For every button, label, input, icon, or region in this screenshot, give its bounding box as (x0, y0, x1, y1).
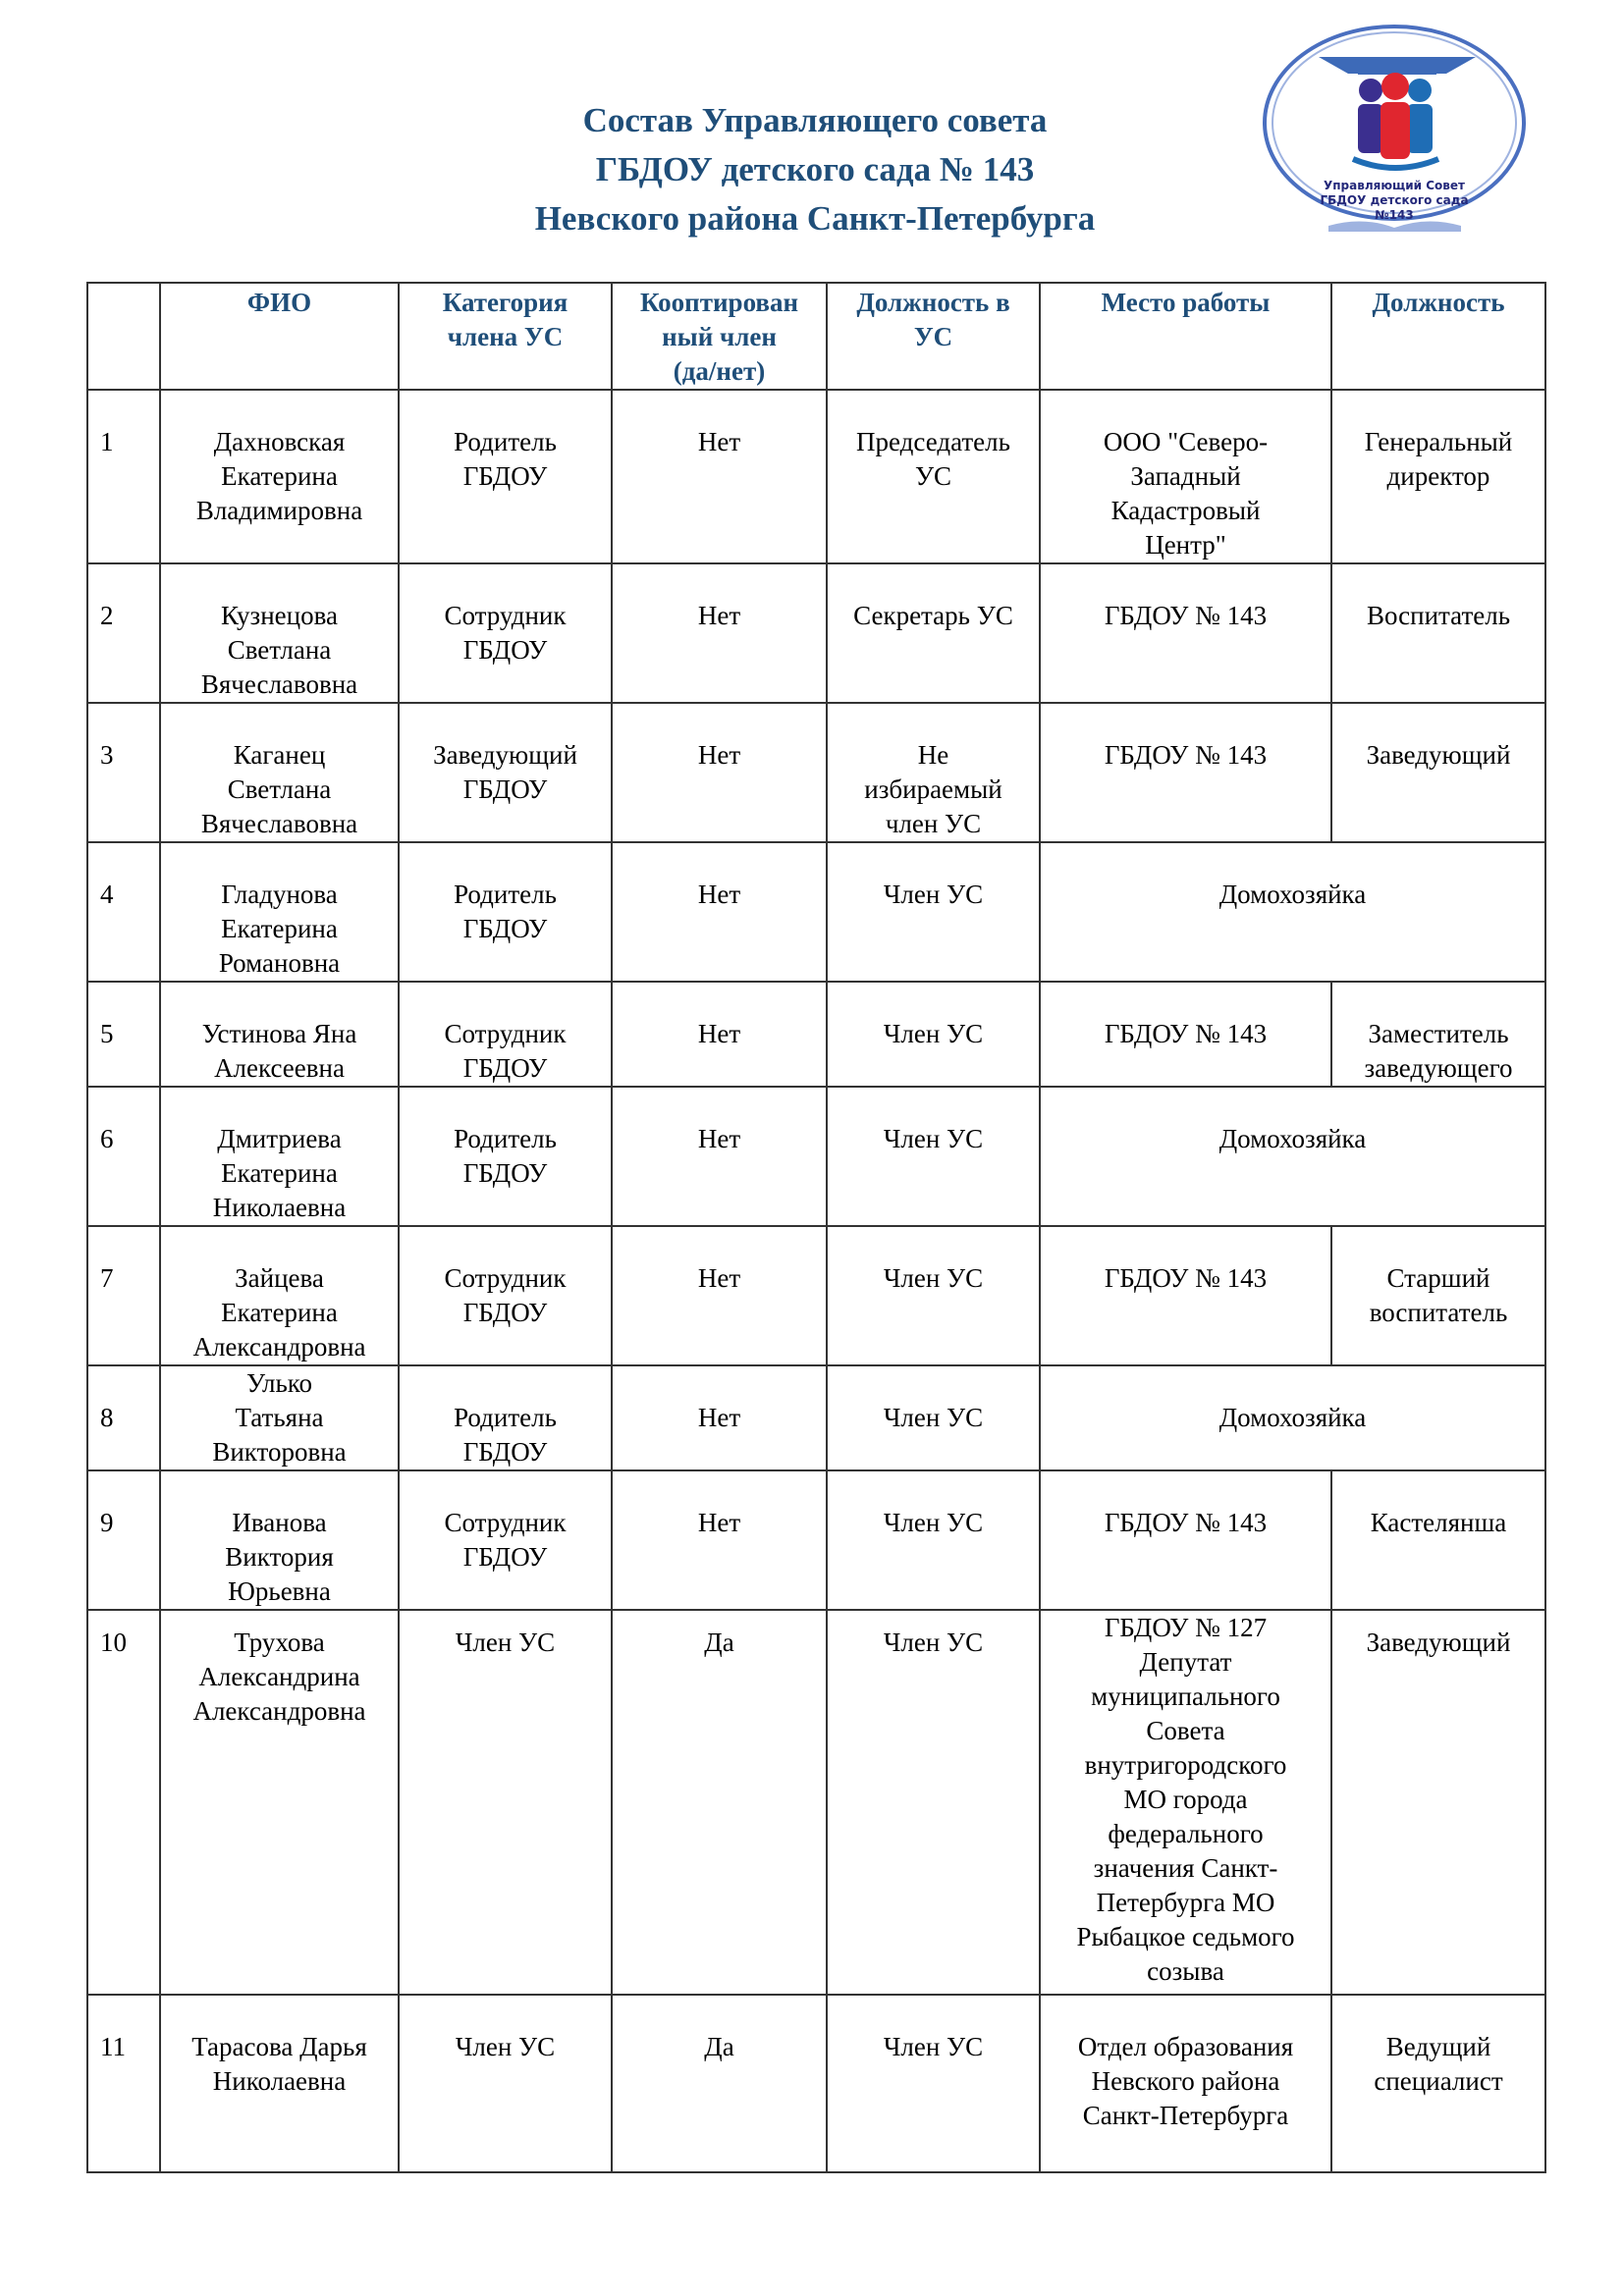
cell-number (87, 842, 160, 982)
cell-category (399, 703, 612, 842)
cell-text: Заведующий (433, 740, 577, 770)
person-center-body (1380, 102, 1410, 159)
cell-text: Иванова (232, 1508, 327, 1537)
cell-text: Светлана (227, 635, 332, 665)
cell-text: Член УС (883, 2032, 984, 2061)
cell-council-role (827, 1087, 1040, 1226)
cell-text: Член УС (883, 880, 984, 909)
header-text: ный член (662, 322, 777, 351)
cell-category (399, 982, 612, 1087)
cell-council-role (827, 1365, 1040, 1470)
cell-text: Ведущий (1385, 2032, 1491, 2061)
cell-text: ГБДОУ (462, 774, 548, 804)
header-workplace (1040, 283, 1331, 390)
cell-text: 11 (100, 2032, 126, 2061)
cell-text: член УС (885, 809, 982, 838)
header-text: члена УС (447, 322, 564, 351)
cell-text: Отдел образования (1077, 2032, 1294, 2061)
header-text: УС (913, 322, 953, 351)
cell-fio (160, 390, 399, 563)
cell-text: Центр" (1145, 530, 1226, 560)
cell-text: Домохозяйка (1218, 1124, 1367, 1153)
cell-coopted (612, 563, 827, 703)
cell-text: ГБДОУ № 127 (1104, 1613, 1268, 1642)
header-text: Категория (442, 288, 568, 317)
header-position (1331, 283, 1545, 390)
graduation-cap-base (1358, 57, 1436, 75)
cell-position (1331, 1610, 1545, 1995)
cell-text: Романовна (218, 948, 341, 978)
cell-category (399, 1365, 612, 1470)
cell-text: Устинова Яна (201, 1019, 357, 1048)
cell-text: Владимировна (195, 496, 363, 525)
cell-number (87, 982, 160, 1087)
cell-text: УС (914, 461, 952, 491)
person-center-icon (1381, 73, 1409, 100)
header-coopted (612, 283, 827, 390)
cell-text: Петербурга МО (1096, 1888, 1275, 1917)
cell-text: 6 (100, 1124, 114, 1153)
cell-text: Член УС (883, 1124, 984, 1153)
cell-text: Гладунова (221, 880, 338, 909)
cell-council-role (827, 703, 1040, 842)
table-row (87, 1365, 1545, 1470)
cell-text: Генеральный (1364, 427, 1513, 456)
cell-text: Вячеславовна (200, 809, 358, 838)
cell-text: Воспитатель (1366, 601, 1511, 630)
cell-category (399, 1226, 612, 1365)
cell-text: ГБДОУ (462, 1053, 548, 1083)
cell-text: ГБДОУ (462, 1298, 548, 1327)
cell-text: Нет (697, 1019, 741, 1048)
cell-text: ООО "Северо- (1103, 427, 1269, 456)
header-text: ФИО (246, 288, 312, 317)
cell-fio (160, 703, 399, 842)
cell-text: директор (1386, 461, 1490, 491)
cell-text: ГБДОУ № 143 (1104, 740, 1268, 770)
cell-workplace (1040, 1995, 1331, 2172)
cell-position (1331, 1226, 1545, 1365)
cell-text: Юрьевна (228, 1576, 331, 1606)
cell-category (399, 1610, 612, 1995)
cell-text: Заведующий (1366, 740, 1511, 770)
cell-text: муниципального (1091, 1682, 1280, 1711)
cell-fio (160, 1087, 399, 1226)
cell-text: Николаевна (212, 2066, 347, 2096)
title-line: Состав Управляющего совета (582, 101, 1048, 139)
cell-text: Кастелянша (1370, 1508, 1507, 1537)
cell-text: 10 (100, 1628, 127, 1657)
cell-text: ГБДОУ (462, 1158, 548, 1188)
person-right-body (1407, 104, 1433, 153)
cell-text: Член УС (883, 1403, 984, 1432)
cell-text: 4 (100, 880, 114, 909)
cell-text: избираемый (864, 774, 1002, 804)
logo-text: №143 (1375, 208, 1414, 222)
cell-coopted (612, 982, 827, 1087)
cell-text: Сотрудник (444, 1508, 567, 1537)
cell-text: Санкт-Петербурга (1082, 2101, 1289, 2130)
cell-text: ГБДОУ (462, 1542, 548, 1572)
cell-fio (160, 842, 399, 982)
cell-council-role (827, 1995, 1040, 2172)
header-category (399, 283, 612, 390)
cell-text: ГБДОУ (462, 1437, 548, 1467)
cell-category (399, 390, 612, 563)
cell-text: специалист (1374, 2066, 1503, 2096)
cell-text: Западный (1130, 461, 1241, 491)
cell-council-role (827, 1610, 1040, 1995)
cell-text: Нет (697, 1403, 741, 1432)
cell-text: внутригородского (1084, 1750, 1287, 1780)
cell-text: Депутат (1139, 1647, 1232, 1677)
cell-workplace (1040, 982, 1331, 1087)
header-number (87, 283, 160, 390)
cell-text: созыва (1147, 1956, 1224, 1986)
cell-text: Виктория (225, 1542, 334, 1572)
cell-text: Зайцева (235, 1263, 324, 1293)
cell-category (399, 563, 612, 703)
cell-text: Кадастровый (1110, 496, 1261, 525)
cell-text: ГБДОУ (462, 461, 548, 491)
cell-council-role (827, 390, 1040, 563)
cell-number (87, 1610, 160, 1995)
cell-category (399, 1087, 612, 1226)
cell-text: Секретарь УС (853, 601, 1013, 630)
cell-text: Домохозяйка (1218, 1403, 1367, 1432)
title-line: ГБДОУ детского сада № 143 (595, 150, 1035, 188)
cell-text: Дмитриева (217, 1124, 342, 1153)
cell-text: Екатерина (221, 914, 338, 943)
cell-number (87, 1226, 160, 1365)
cell-coopted (612, 1365, 827, 1470)
cell-text: 7 (100, 1263, 114, 1293)
cell-workplace (1040, 390, 1331, 563)
cell-text: Татьяна (235, 1403, 324, 1432)
header-text: Место работы (1101, 288, 1271, 317)
cell-coopted (612, 1087, 827, 1226)
cell-number (87, 1087, 160, 1226)
cell-number (87, 1365, 160, 1470)
cell-text: Александровна (192, 1696, 366, 1726)
logo-swoosh (1353, 159, 1438, 168)
cell-text: ГБДОУ (462, 635, 548, 665)
cell-text: 3 (100, 740, 114, 770)
cell-text: заведующего (1364, 1053, 1513, 1083)
header-council-role (827, 283, 1040, 390)
table-row (87, 1610, 1545, 1995)
cell-text: Член УС (455, 2032, 556, 2061)
table-row (87, 1995, 1545, 2172)
cell-fio (160, 1610, 399, 1995)
table-header-row (87, 283, 1545, 390)
cell-text: Нет (697, 1263, 741, 1293)
cell-text: Совета (1146, 1716, 1225, 1745)
cell-position (1331, 703, 1545, 842)
cell-text: Тарасова Дарья (191, 2032, 367, 2061)
cell-text: Да (704, 2032, 734, 2061)
cell-text: Член УС (883, 1019, 984, 1048)
table-row (87, 1087, 1545, 1226)
cell-text: Член УС (455, 1628, 556, 1657)
cell-fio (160, 982, 399, 1087)
cell-coopted (612, 390, 827, 563)
cell-text: 8 (100, 1403, 114, 1432)
cell-coopted (612, 842, 827, 982)
cell-position (1331, 1470, 1545, 1610)
cell-coopted (612, 703, 827, 842)
header-text: Должность (1372, 288, 1505, 317)
header-text: Кооптирован (639, 288, 799, 317)
cell-fio (160, 563, 399, 703)
cell-text: Дахновская (213, 427, 346, 456)
cell-text: Родитель (454, 427, 557, 456)
cell-text: Рыбацкое седьмого (1076, 1922, 1295, 1951)
page-title (422, 96, 1208, 243)
table-row (87, 563, 1545, 703)
cell-number (87, 703, 160, 842)
table-row (87, 1470, 1545, 1610)
cell-text: Да (704, 1628, 734, 1657)
cell-text: Нет (697, 601, 741, 630)
cell-workplace (1040, 703, 1331, 842)
cell-text: Викторовна (212, 1437, 347, 1467)
cell-text: ГБДОУ № 143 (1104, 1019, 1268, 1048)
cell-text: значения Санкт- (1093, 1853, 1278, 1883)
table-row (87, 982, 1545, 1087)
cell-text: Нет (697, 427, 741, 456)
cell-workplace-merged (1040, 1087, 1545, 1226)
book-icon (1328, 221, 1461, 232)
title-line: Невского района Санкт-Петербурга (534, 199, 1096, 238)
cell-text: Светлана (227, 774, 332, 804)
cell-fio (160, 1995, 399, 2172)
cell-text: 9 (100, 1508, 114, 1537)
cell-text: Каганец (233, 740, 326, 770)
cell-text: Сотрудник (444, 1019, 567, 1048)
cell-text: Нет (697, 1124, 741, 1153)
cell-text: Нет (697, 880, 741, 909)
cell-text: Трухова (234, 1628, 325, 1657)
cell-text: Екатерина (221, 1298, 338, 1327)
cell-fio (160, 1470, 399, 1610)
person-left-icon (1359, 79, 1382, 102)
cell-text: 2 (100, 601, 114, 630)
cell-text: Екатерина (221, 461, 338, 491)
cell-text: Нет (697, 1508, 741, 1537)
cell-text: Александрина (198, 1662, 360, 1691)
cell-number (87, 1470, 160, 1610)
cell-text: Улько (245, 1368, 313, 1398)
cell-category (399, 842, 612, 982)
cell-fio (160, 1365, 399, 1470)
cell-category (399, 1470, 612, 1610)
cell-text: Сотрудник (444, 1263, 567, 1293)
cell-number (87, 563, 160, 703)
cell-workplace (1040, 1470, 1331, 1610)
table-row (87, 703, 1545, 842)
cell-workplace-merged (1040, 842, 1545, 982)
header-fio (160, 283, 399, 390)
cell-text: Кузнецова (221, 601, 338, 630)
header-text: (да/нет) (673, 356, 766, 386)
cell-text: федерального (1108, 1819, 1264, 1848)
cell-text: Заместитель (1368, 1019, 1509, 1048)
cell-council-role (827, 982, 1040, 1087)
cell-position (1331, 390, 1545, 563)
cell-text: ГБДОУ № 143 (1104, 1508, 1268, 1537)
cell-text: воспитатель (1369, 1298, 1508, 1327)
cell-text: Член УС (883, 1263, 984, 1293)
cell-text: ГБДОУ (462, 914, 548, 943)
cell-text: Нет (697, 740, 741, 770)
cell-text: ГБДОУ № 143 (1104, 601, 1268, 630)
logo-text: ГБДОУ детского сада (1320, 193, 1469, 207)
cell-text: Член УС (883, 1628, 984, 1657)
table-row (87, 842, 1545, 982)
cell-text: Родитель (454, 880, 557, 909)
cell-text: Екатерина (221, 1158, 338, 1188)
cell-workplace-merged (1040, 1365, 1545, 1470)
cell-fio (160, 1226, 399, 1365)
cell-text: Домохозяйка (1218, 880, 1367, 909)
cell-council-role (827, 1226, 1040, 1365)
header-text: Должность в (856, 288, 1010, 317)
cell-number (87, 390, 160, 563)
cell-text: Родитель (454, 1124, 557, 1153)
cell-text: Невского района (1091, 2066, 1280, 2096)
cell-coopted (612, 1226, 827, 1365)
cell-position (1331, 1995, 1545, 2172)
council-logo (1260, 20, 1530, 240)
cell-coopted (612, 1610, 827, 1995)
members-table (86, 282, 1546, 2173)
cell-text: МО города (1123, 1785, 1248, 1814)
cell-coopted (612, 1470, 827, 1610)
cell-position (1331, 982, 1545, 1087)
person-right-icon (1408, 79, 1432, 102)
cell-number (87, 1995, 160, 2172)
table-row (87, 390, 1545, 563)
cell-text: Алексеевна (214, 1053, 345, 1083)
cell-text: Старший (1386, 1263, 1490, 1293)
cell-text: Член УС (883, 1508, 984, 1537)
cell-text: Сотрудник (444, 601, 567, 630)
cell-text: 5 (100, 1019, 114, 1048)
cell-council-role (827, 563, 1040, 703)
cell-text: Николаевна (212, 1193, 347, 1222)
cell-workplace (1040, 1226, 1331, 1365)
logo-text: Управляющий Совет (1324, 179, 1465, 192)
cell-category (399, 1995, 612, 2172)
cell-workplace (1040, 1610, 1331, 1995)
cell-text: ГБДОУ № 143 (1104, 1263, 1268, 1293)
cell-position (1331, 563, 1545, 703)
cell-text: Вячеславовна (200, 669, 358, 699)
table-row (87, 1226, 1545, 1365)
cell-text: Заведующий (1366, 1628, 1511, 1657)
cell-workplace (1040, 563, 1331, 703)
cell-council-role (827, 842, 1040, 982)
cell-text: Председатель (856, 427, 1010, 456)
cell-text: Александровна (192, 1332, 366, 1362)
cell-text: Родитель (454, 1403, 557, 1432)
cell-council-role (827, 1470, 1040, 1610)
cell-text: Не (917, 740, 949, 770)
cell-text: 1 (100, 427, 114, 456)
person-left-body (1358, 104, 1383, 153)
cell-coopted (612, 1995, 827, 2172)
